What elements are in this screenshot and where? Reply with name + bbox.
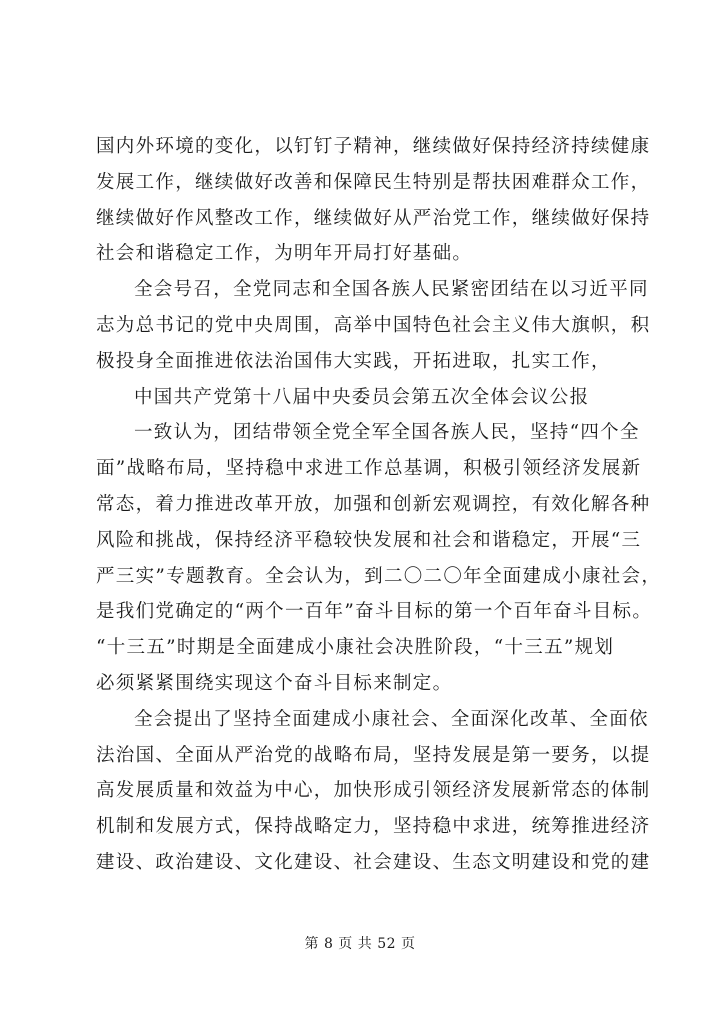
text-line: 全会号召，全党同志和全国各族人民紧密团结在以习近平同 [134,279,649,301]
text-line: 继续做好作风整改工作，继续做好从严治党工作，继续做好保持 [96,207,651,229]
document-body [96,129,662,881]
text-line: 是我们党确定的“两个一百年”奋斗目标的第一个百年奋斗目标。 [96,601,653,623]
text-line: 极投身全面推进依法治国伟大实践，开拓进取，扎实工作， [96,350,611,372]
text-line: 法治国、全面从严治党的战略布局，坚持发展是第一要务，以提 [96,744,651,766]
text-line: 严三实”专题教育。全会认为，到二〇二〇年全面建成小康社会， [96,565,662,587]
text-line: 一致认为，团结带领全党全军全国各族人民，坚持“四个全 [134,422,640,444]
text-line: 志为总书记的党中央周围，高举中国特色社会主义伟大旗帜，积 [96,314,651,336]
text-line: 全会提出了坚持全面建成小康社会、全面深化改革、全面依 [134,708,649,730]
text-line: 建设、政治建设、文化建设、社会建设、生态文明建设和党的建 [96,851,651,873]
text-line: 高发展质量和效益为中心，加快形成引领经济发展新常态的体制 [96,780,651,802]
text-line: 面”战略布局，坚持稳中求进工作总基调，积极引领经济发展新 [96,458,642,480]
text-line: 中国共产党第十八届中央委员会第五次全体会议公报 [134,386,590,408]
text-line: 发展工作，继续做好改善和保障民生特别是帮扶困难群众工作， [96,171,651,193]
text-line: 常态，着力推进改革开放，加强和创新宏观调控，有效化解各种 [96,493,651,515]
text-line: 风险和挑战，保持经济平稳较快发展和社会和谐稳定，开展“三 [96,529,642,551]
text-line: 必须紧紧围绕实现这个奋斗目标来制定。 [96,672,453,694]
text-line: 国内外环境的变化，以钉钉子精神，继续做好保持经济持续健康 [96,136,651,157]
text-line: 机制和发展方式，保持战略定力，坚持稳中求进，统筹推进经济 [96,816,651,838]
text-line: “十三五”时期是全面建成小康社会决胜阶段，“十三五”规划 [96,637,615,659]
text-line: 社会和谐稳定工作，为明年开局打好基础。 [96,243,473,265]
page-number-footer: 第 8 页 共 52 页 [304,936,416,952]
